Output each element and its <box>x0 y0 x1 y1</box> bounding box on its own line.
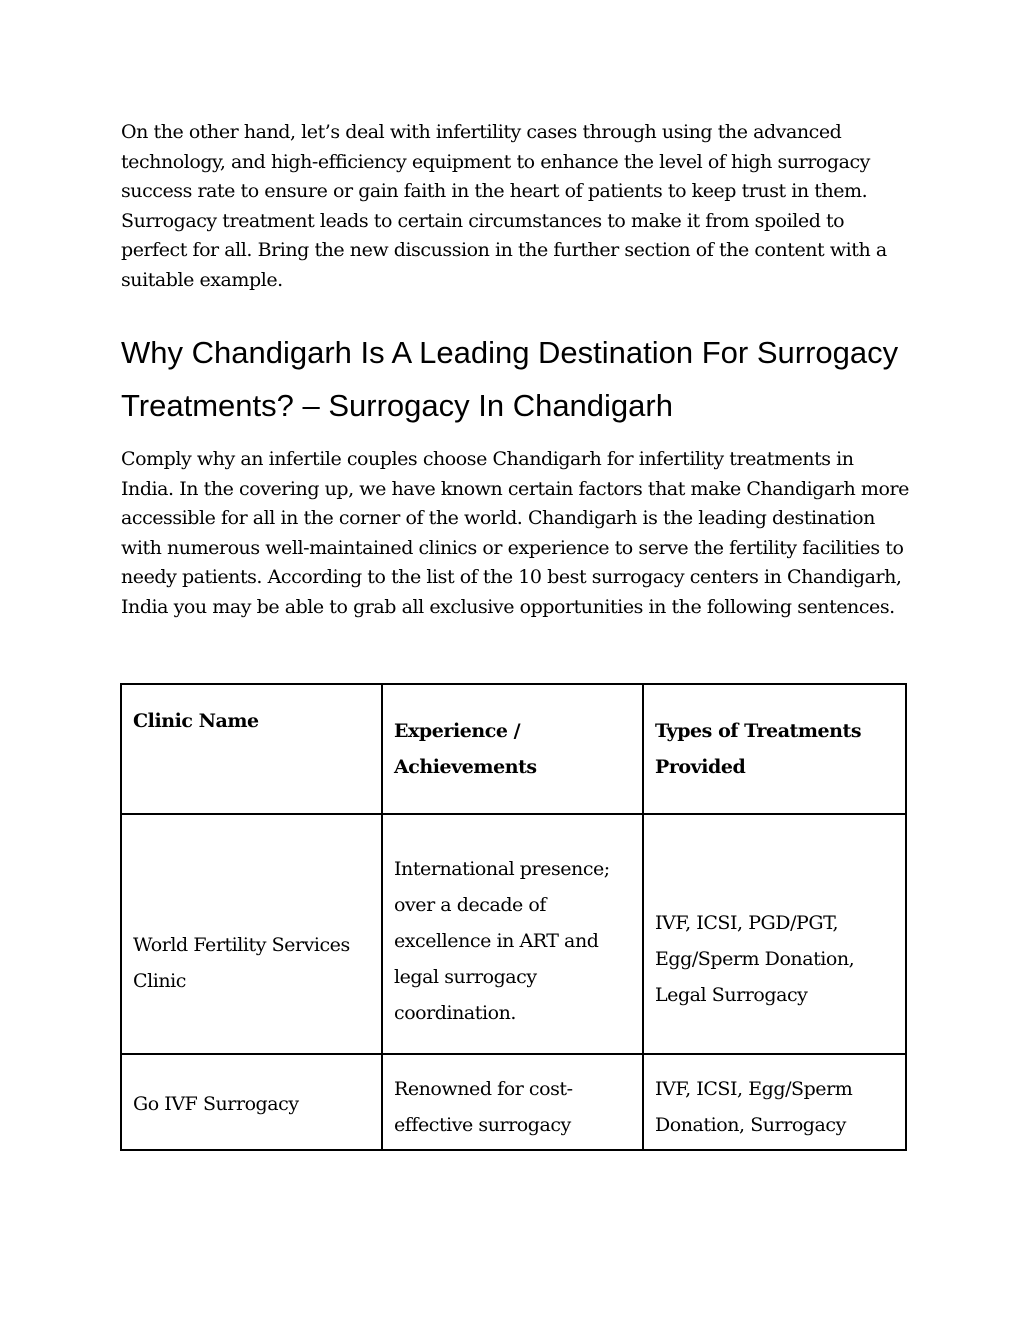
cell-clinic-name: Go IVF Surrogacy <box>133 1093 299 1115</box>
table-row <box>121 1054 906 1150</box>
table-cell <box>382 1054 643 1150</box>
table-cell <box>643 1054 906 1150</box>
cell-experience: Renowned for cost-effective surrogacy <box>394 1078 573 1136</box>
table-cell <box>382 814 643 1054</box>
table-row <box>121 814 906 1054</box>
body-paragraph: Comply why an infertile couples choose Chandigarh for infertility treatments in India. In the covering up, we have known certain factors that make Chandigarh more accessible for all in the corner of the world. Chandigarh is the leading destination with numerous well-maintained clinics or experience to serve the fertility facilities to needy patients. According to the list of the 10 best surrogacy centers in Chandigarh, India you may be able to grab all exclusive opportunities in the following sentences. <box>121 448 909 618</box>
table-header-row <box>121 684 906 814</box>
table-cell <box>643 814 906 1054</box>
cell-treatments: IVF, ICSI, PGD/PGT, Egg/Sperm Donation, Legal Surrogacy <box>655 912 855 1006</box>
header-clinic-name: Clinic Name <box>121 684 382 814</box>
clinic-table <box>120 683 907 1151</box>
header-experience: Experience / Achievements <box>382 684 643 814</box>
cell-clinic-name: World Fertility Services Clinic <box>133 934 350 992</box>
table-cell <box>121 1054 382 1150</box>
cell-experience: International presence; over a decade of excellence in ART and legal surrogacy coordination. <box>394 858 610 1024</box>
header-treatments: Types of Treatments Provided <box>643 684 906 814</box>
section-heading: Why Chandigarh Is A Leading Destination For Surrogacy Treatments? – Surrogacy In Chandigarh <box>121 335 899 423</box>
intro-paragraph: On the other hand, let’s deal with infertility cases through using the advanced technology, and high-efficiency equipment to enhance the level of high surrogacy success rate to ensure or gain faith in the heart of patients to keep trust in them. Surrogacy treatment leads to certain circumstances to make it from spoiled to perfect for all. Bring the new discussion in the further section of the content with a suitable example. <box>121 121 887 291</box>
cell-treatments: IVF, ICSI, Egg/Sperm Donation, Surrogacy <box>655 1078 853 1136</box>
table-cell <box>121 814 382 1054</box>
